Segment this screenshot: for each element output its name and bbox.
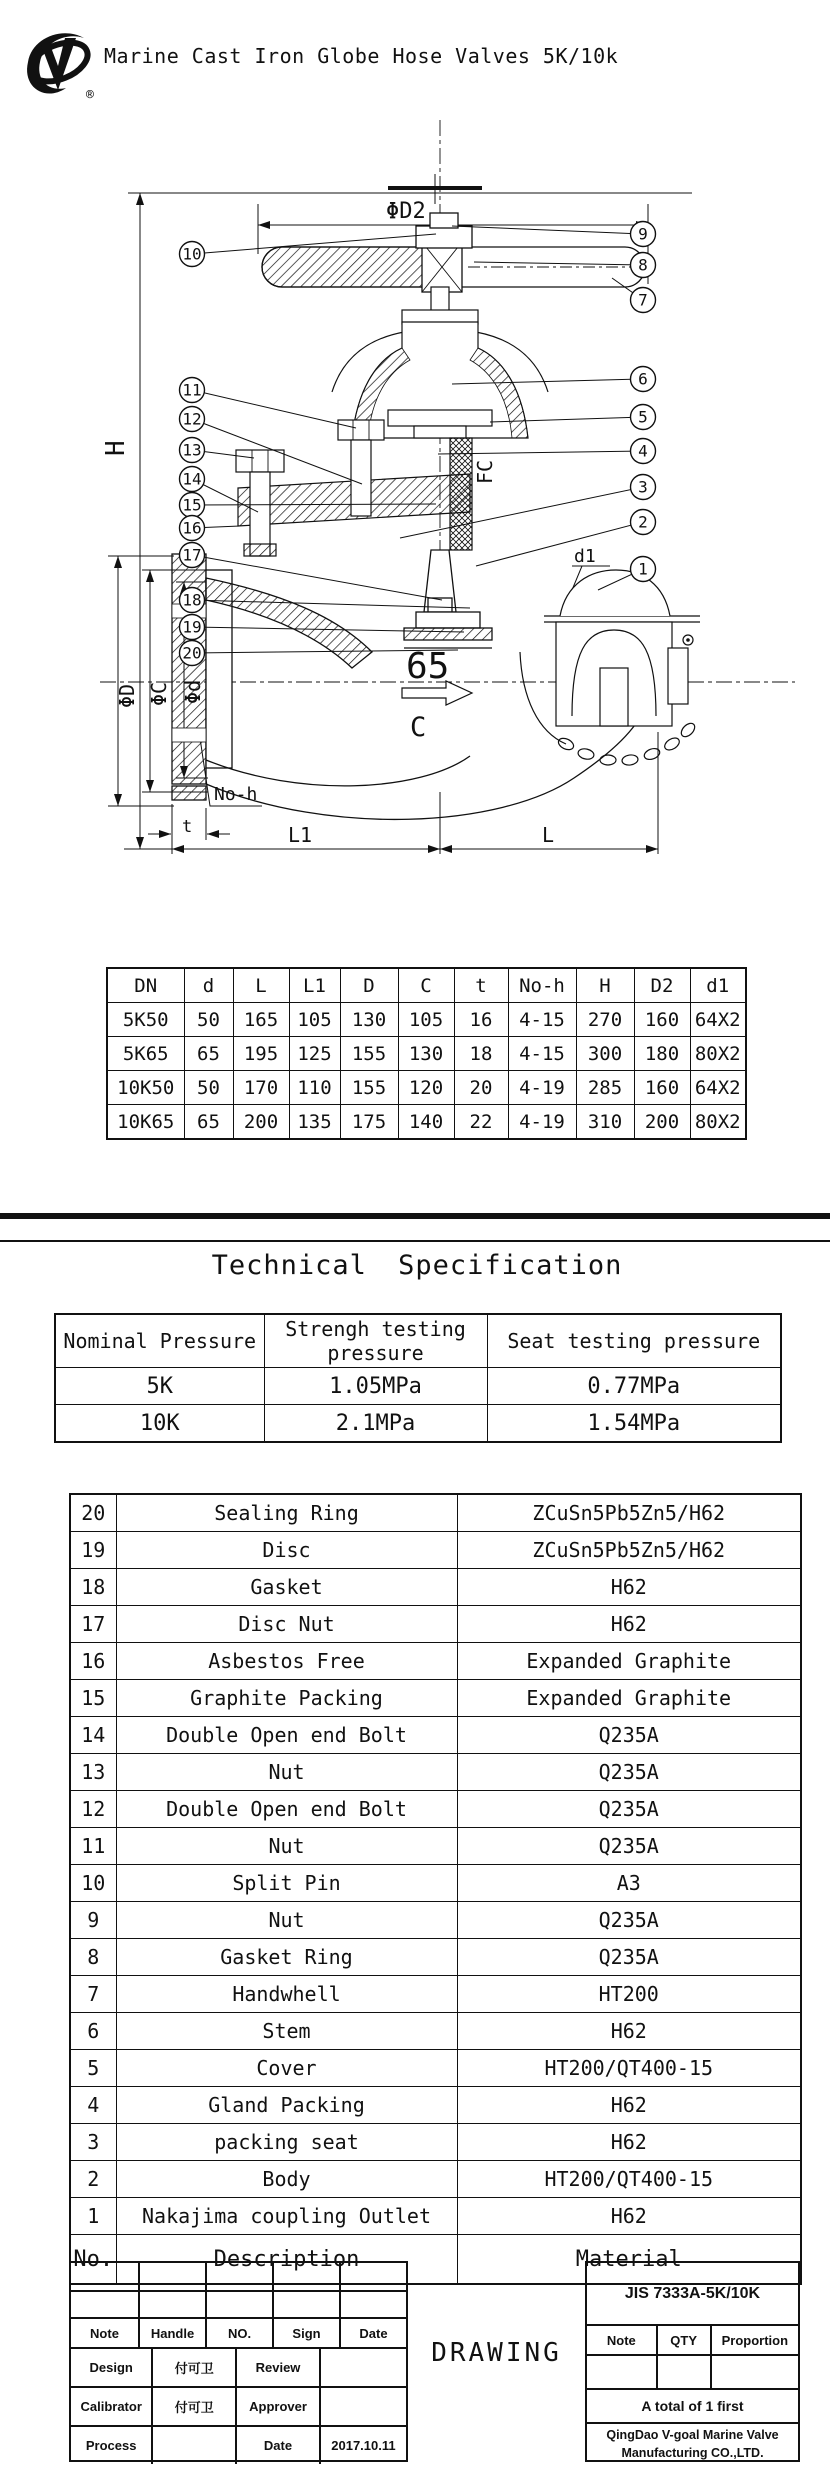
cell: 20 [454, 1071, 508, 1105]
parts-list-row [70, 1791, 801, 1828]
cell: 13 [70, 1754, 116, 1791]
cell: 20 [70, 1494, 116, 1532]
signature-header-row [71, 2317, 406, 2347]
dimension-table-header [107, 968, 746, 1003]
drawing-number: JIS 7333A-5K/10K [624, 2284, 761, 2302]
page-title: Marine Cast Iron Globe Hose Valves 5K/10k [104, 44, 619, 68]
spec-col-header: Strengh testing pressure [264, 1314, 487, 1368]
design-row [71, 2347, 406, 2386]
calibrator-label: Calibrator [80, 2399, 142, 2414]
callout-number-2: 2 [638, 512, 648, 532]
cell: Graphite Packing [116, 1680, 457, 1717]
callout-leader-12 [192, 419, 362, 484]
cell: 19 [70, 1532, 116, 1569]
cell: 135 [289, 1105, 340, 1140]
dim-label-phiD2: ΦD2 [386, 199, 426, 224]
parts-list-row [70, 2198, 801, 2235]
callout-number-17: 17 [182, 545, 202, 565]
cell: 65 [184, 1037, 233, 1071]
callout-number-8: 8 [638, 255, 648, 275]
callout-number-11: 11 [182, 380, 202, 400]
cell: Double Open end Bolt [116, 1717, 457, 1754]
parts-list-row [70, 1939, 801, 1976]
qty-value [656, 2356, 710, 2388]
cell: 155 [340, 1071, 398, 1105]
cell: 160 [634, 1071, 690, 1105]
spec-col-header: Nominal Pressure [55, 1314, 264, 1368]
cell: Nakajima coupling Outlet [116, 2198, 457, 2235]
review-signature [319, 2349, 406, 2386]
dim-col-header: No-h [508, 968, 576, 1003]
dimension-row [107, 1003, 746, 1037]
cell: Split Pin [116, 1865, 457, 1902]
cell: packing seat [116, 2124, 457, 2161]
cell: 105 [398, 1003, 454, 1037]
dim-label-d1: d1 [574, 546, 596, 567]
cell: 17 [70, 1606, 116, 1643]
cell: 4-15 [508, 1003, 576, 1037]
cell: 10 [70, 1865, 116, 1902]
cell: 2.1MPa [264, 1405, 487, 1443]
cell: 200 [233, 1105, 289, 1140]
cell: 4-19 [508, 1071, 576, 1105]
calibrator-signature: 付可卫 [151, 2388, 235, 2425]
cell: 5K [55, 1368, 264, 1405]
qty-header-row [587, 2324, 798, 2354]
cell: ZCuSn5Pb5Zn5/H62 [457, 1532, 801, 1569]
parts-list-row [70, 1902, 801, 1939]
cell: 16 [70, 1643, 116, 1680]
cell: 5K65 [107, 1037, 184, 1071]
tech-spec-row [55, 1368, 781, 1405]
cell: 1 [70, 2198, 116, 2235]
cell: 285 [576, 1071, 634, 1105]
callout-number-14: 14 [182, 469, 202, 489]
dim-col-header: H [576, 968, 634, 1003]
cell: Q235A [457, 1828, 801, 1865]
callout-number-3: 3 [638, 477, 648, 497]
parts-list-row [70, 2161, 801, 2198]
title-block-info-grid [585, 2261, 800, 2462]
cell: 7 [70, 1976, 116, 2013]
parts-list-row [70, 1680, 801, 1717]
callout-number-18: 18 [182, 590, 202, 610]
parts-list-row [70, 2124, 801, 2161]
cell: H62 [457, 1606, 801, 1643]
cell: 175 [340, 1105, 398, 1140]
cell: 8 [70, 1939, 116, 1976]
cell: 130 [398, 1037, 454, 1071]
dim-label-H: H [101, 440, 131, 456]
cell: Cover [116, 2050, 457, 2087]
cell: 4-19 [508, 1105, 576, 1140]
process-signature [151, 2427, 235, 2464]
section-divider-thin [0, 1240, 830, 1242]
cell: Gasket [116, 1569, 457, 1606]
cell: Sealing Ring [116, 1494, 457, 1532]
cell: H62 [457, 2124, 801, 2161]
callout-leader-11 [192, 390, 356, 428]
date-header: Date [339, 2319, 406, 2347]
callout-number-4: 4 [638, 441, 648, 461]
cell: 11 [70, 1828, 116, 1865]
note-value [587, 2356, 656, 2388]
callout-number-7: 7 [638, 290, 648, 310]
cell: Q235A [457, 1939, 801, 1976]
cell: 16 [454, 1003, 508, 1037]
cell: 0.77MPa [487, 1368, 781, 1405]
cell: H62 [457, 1569, 801, 1606]
dim-col-header: D2 [634, 968, 690, 1003]
tech-spec-header [55, 1314, 781, 1368]
tech-spec-table [54, 1313, 782, 1443]
cell: 64X2 [690, 1071, 746, 1105]
parts-list-row [70, 2050, 801, 2087]
dim-col-header: t [454, 968, 508, 1003]
dim-label-phiD: ΦD [115, 683, 139, 708]
cell: 10K [55, 1405, 264, 1443]
outlet-cap [520, 570, 700, 766]
dim-col-header: L [233, 968, 289, 1003]
callout-number-12: 12 [182, 409, 202, 429]
parts-list-row [70, 1754, 801, 1791]
parts-list-row [70, 1717, 801, 1754]
cell: H62 [457, 2013, 801, 2050]
dimension-row [107, 1071, 746, 1105]
callout-number-6: 6 [638, 369, 648, 389]
cell: Nut [116, 1754, 457, 1791]
parts-list-row [70, 1569, 801, 1606]
parts-footer-description: Description [116, 2235, 457, 2285]
dim-label-phid: Φd [181, 679, 205, 704]
cell: 9 [70, 1902, 116, 1939]
cell: 195 [233, 1037, 289, 1071]
cell: 10K50 [107, 1071, 184, 1105]
cell: 1.54MPa [487, 1405, 781, 1443]
callout-number-13: 13 [182, 440, 202, 460]
proportion-value [710, 2356, 798, 2388]
cell: 120 [398, 1071, 454, 1105]
date-label: Date [235, 2427, 319, 2464]
cell: Q235A [457, 1754, 801, 1791]
callout-number-9: 9 [638, 224, 648, 244]
cell: 65 [184, 1105, 233, 1140]
dim-col-header: L1 [289, 968, 340, 1003]
cell: 310 [576, 1105, 634, 1140]
parts-list-row [70, 2087, 801, 2124]
tech-spec-title: Technical Specification [211, 1250, 623, 1281]
company-line2: Manufacturing CO.,LTD. [621, 2446, 764, 2460]
cell: 110 [289, 1071, 340, 1105]
qty-col-header: QTY [656, 2326, 710, 2354]
cell: 125 [289, 1037, 340, 1071]
empty-grid-row [71, 2290, 406, 2317]
cell: 14 [70, 1717, 116, 1754]
cell: 5K50 [107, 1003, 184, 1037]
cell: HT200/QT400-15 [457, 2161, 801, 2198]
dim-label-bore: 65 [406, 646, 450, 687]
approver-label: Approver [235, 2388, 319, 2425]
parts-list-row [70, 1976, 801, 2013]
handle-header: Handle [138, 2319, 205, 2347]
cell: 130 [340, 1003, 398, 1037]
sign-header: Sign [272, 2319, 339, 2347]
cell: 10K65 [107, 1105, 184, 1140]
parts-list-row [70, 1828, 801, 1865]
cell: Body [116, 2161, 457, 2198]
cell: 1.05MPa [264, 1368, 487, 1405]
valve-cross-section-drawing [0, 92, 830, 872]
cell: 270 [576, 1003, 634, 1037]
dim-label-phiC: ΦC [147, 681, 171, 706]
sheet-total: A total of 1 first [641, 2398, 744, 2414]
cell: Double Open end Bolt [116, 1791, 457, 1828]
callout-number-5: 5 [638, 407, 648, 427]
cell: 6 [70, 2013, 116, 2050]
dim-col-header: D [340, 968, 398, 1003]
cell: 4-15 [508, 1037, 576, 1071]
empty-grid-row [71, 2263, 406, 2290]
cell: H62 [457, 2087, 801, 2124]
note-header: Note [90, 2325, 119, 2341]
registered-mark: ® [86, 88, 94, 103]
cell: 12 [70, 1791, 116, 1828]
dim-col-header: d1 [690, 968, 746, 1003]
cell: 50 [184, 1003, 233, 1037]
parts-list-row [70, 1865, 801, 1902]
callout-leader-2 [476, 522, 643, 566]
cell: Handwhell [116, 1976, 457, 2013]
cell: HT200 [457, 1976, 801, 2013]
cell: 200 [634, 1105, 690, 1140]
tech-spec-row [55, 1405, 781, 1443]
callout-number-16: 16 [182, 518, 202, 538]
proportion-col-header: Proportion [710, 2326, 798, 2354]
dim-label-FC: FC [473, 459, 497, 484]
dim-label-L1: L1 [288, 823, 313, 847]
title-block-signature-grid [69, 2261, 408, 2462]
dim-col-header: C [398, 968, 454, 1003]
dimension-row [107, 1105, 746, 1140]
design-signature: 付可卫 [151, 2349, 235, 2386]
cell: 15 [70, 1680, 116, 1717]
parts-footer-material: Material [457, 2235, 801, 2285]
parts-list-row [70, 1643, 801, 1680]
dim-col-header: d [184, 968, 233, 1003]
process-row [71, 2425, 406, 2464]
parts-list-row [70, 1606, 801, 1643]
cell: H62 [457, 2198, 801, 2235]
dim-label-C: C [410, 712, 427, 743]
dimension-row [107, 1037, 746, 1071]
cell: Expanded Graphite [457, 1680, 801, 1717]
dim-label-no-h: No-h [214, 784, 258, 805]
cell: 140 [398, 1105, 454, 1140]
parts-list-row [70, 1494, 801, 1532]
cell: 160 [634, 1003, 690, 1037]
cell: 2 [70, 2161, 116, 2198]
cell: Q235A [457, 1717, 801, 1754]
company-name [587, 2424, 798, 2464]
review-label: Review [235, 2349, 319, 2386]
cell: 3 [70, 2124, 116, 2161]
approver-signature [319, 2388, 406, 2425]
cell: 170 [233, 1071, 289, 1105]
dim-label-L: L [542, 823, 555, 847]
cell: Expanded Graphite [457, 1643, 801, 1680]
date-value: 2017.10.11 [319, 2427, 406, 2464]
callout-number-1: 1 [638, 559, 648, 579]
cell: Nut [116, 1828, 457, 1865]
callout-number-15: 15 [182, 495, 202, 515]
cell: 155 [340, 1037, 398, 1071]
parts-list-row [70, 1532, 801, 1569]
callout-leader-9 [452, 226, 643, 234]
callout-number-10: 10 [182, 244, 202, 264]
cell: Q235A [457, 1791, 801, 1828]
parts-footer-no: No. [70, 2235, 116, 2285]
cell: ZCuSn5Pb5Zn5/H62 [457, 1494, 801, 1532]
parts-list-table [69, 1493, 802, 2285]
dim-label-t: t [182, 817, 193, 837]
cell: 18 [454, 1037, 508, 1071]
cell: Disc Nut [116, 1606, 457, 1643]
dimension-table [106, 967, 747, 1140]
cell: HT200/QT400-15 [457, 2050, 801, 2087]
cell: 64X2 [690, 1003, 746, 1037]
cell: A3 [457, 1865, 801, 1902]
cell: Stem [116, 2013, 457, 2050]
note-col-header: Note [606, 2332, 636, 2348]
dim-col-header: DN [107, 968, 184, 1003]
cell: 300 [576, 1037, 634, 1071]
company-line1: QingDao V-goal Marine Valve [606, 2427, 779, 2442]
section-divider-thick [0, 1213, 830, 1219]
calibrator-row [71, 2386, 406, 2425]
cell: 180 [634, 1037, 690, 1071]
cell: Gasket Ring [116, 1939, 457, 1976]
design-label: Design [89, 2360, 133, 2375]
cell: 80X2 [690, 1037, 746, 1071]
qty-values-row [587, 2354, 798, 2388]
cell: 80X2 [690, 1105, 746, 1140]
drawing-word: DRAWING [431, 2338, 562, 2368]
cell: 105 [289, 1003, 340, 1037]
spec-col-header: Seat testing pressure [487, 1314, 781, 1368]
cell: 4 [70, 2087, 116, 2124]
cell: Nut [116, 1902, 457, 1939]
callout-number-20: 20 [182, 643, 202, 663]
cell: Disc [116, 1532, 457, 1569]
cell: Q235A [457, 1902, 801, 1939]
cell: 22 [454, 1105, 508, 1140]
cell: Asbestos Free [116, 1643, 457, 1680]
cell: Gland Packing [116, 2087, 457, 2124]
cell: 5 [70, 2050, 116, 2087]
cell: 50 [184, 1071, 233, 1105]
no-header: NO. [205, 2319, 272, 2347]
cell: 18 [70, 1569, 116, 1606]
process-label: Process [85, 2438, 137, 2453]
cell: 165 [233, 1003, 289, 1037]
parts-list-row [70, 2013, 801, 2050]
callout-number-19: 19 [182, 617, 202, 637]
